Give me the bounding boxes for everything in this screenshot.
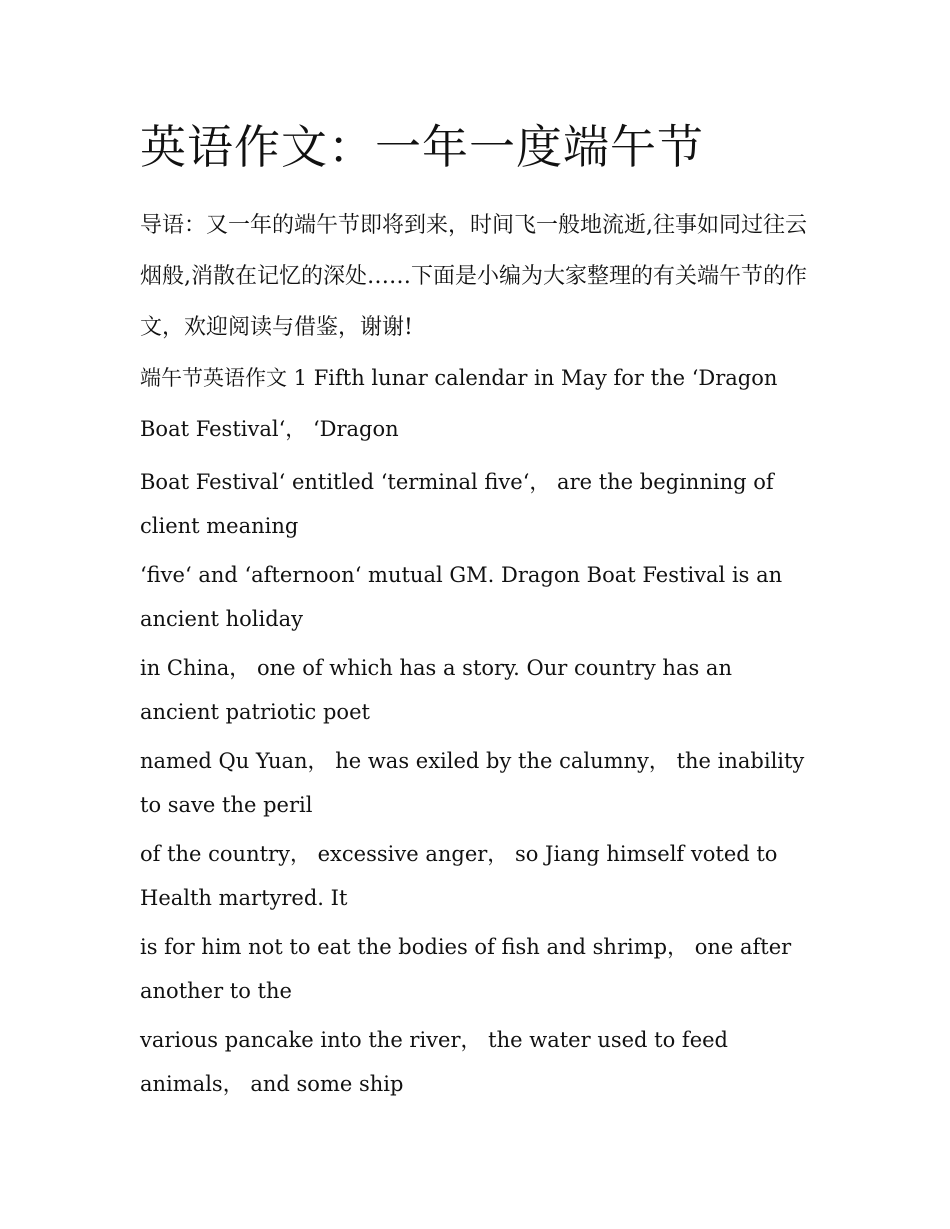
essay-line: in China， one of which has a story. Our country has an ancient patriotic poet: [140, 656, 732, 724]
essay-line: of the country， excessive anger， so Jiang himself voted to Health martyred. It: [140, 842, 778, 910]
intro-paragraph: 导语：又一年的端午节即将到来，时间飞一般地流逝,往事如同过往云烟般,消散在记忆的深处……下面是小编为大家整理的有关端午节的作文，欢迎阅读与借鉴，谢谢!: [140, 213, 807, 340]
essay-line: Boat Festival‘ entitled ‘terminal five‘， are the beginning of client meaning: [140, 470, 774, 538]
essay-line: various pancake into the river， the water used to feed animals， and some ship: [140, 1028, 728, 1096]
document-title: 英语作文：一年一度端午节: [140, 120, 704, 174]
essay-heading-line: 端午节英语作文 1 Fifth lunar calendar in May for the ‘Dragon: [140, 366, 778, 390]
essay-line: is for him not to eat the bodies of fish and shrimp， one after another to the: [140, 935, 792, 1003]
essay-line: ‘five‘ and ‘afternoon‘ mutual GM. Dragon Boat Festival is an ancient holiday: [140, 563, 783, 631]
essay-line: Boat Festival‘， ‘Dragon: [140, 417, 399, 441]
essay-line: named Qu Yuan， he was exiled by the calumny， the inability to save the peril: [140, 749, 805, 817]
document-body: [140, 116, 812, 1106]
